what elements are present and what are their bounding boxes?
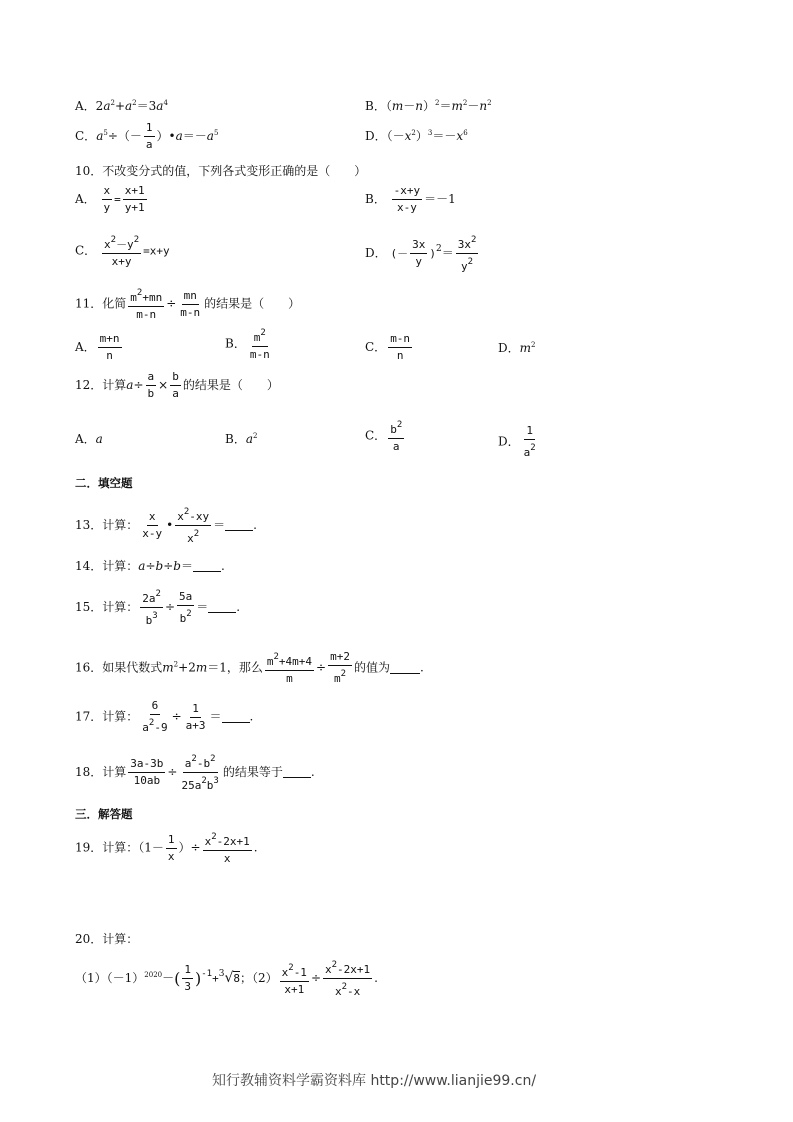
q16-answer-blank[interactable] xyxy=(390,661,420,674)
q14-answer-blank[interactable] xyxy=(193,559,221,572)
q11-stem: 11．化简 $\frac{m^2+mn}{m-n}$ ÷ $\frac{mn}{m-n}$ 的结果是（ ） xyxy=(75,288,301,321)
q15-answer-blank[interactable] xyxy=(208,600,236,613)
q10-option-c: C． $\frac{x^2-y^2}{x+y}$ =x+y xyxy=(75,235,170,268)
q11-option-d: D．$m^2$ xyxy=(498,341,536,355)
q12-stem: 12．计算a÷ $\frac{a}{b}$ × $\frac{b}{a}$ 的结果是（ ） xyxy=(75,370,279,400)
q12-option-d: D． $\frac{1}{a^2}$ xyxy=(498,424,536,459)
q9-option-c: C．$a^5\div(-$ $\frac{1}{a}$ ）$•a=-a^5$ xyxy=(75,121,219,151)
q18-answer-blank[interactable] xyxy=(283,765,311,778)
q11-option-a: A． $\frac{m+n}{n}$ xyxy=(75,332,120,362)
q13-answer-blank[interactable] xyxy=(225,518,253,531)
q20-expressions: $(1)(-1)^{2020}-$( $\frac{1}{3}$ )$^{-1}$+$^3$√8；（2） $\frac{x^2-1}{x+1}$ ÷ $\frac{x^2-2x+1}{x^2-x}$ . xyxy=(75,960,378,998)
q12-option-b: B．$a^2$ xyxy=(225,432,258,446)
q12-option-a: A．a xyxy=(75,432,103,446)
q10-option-b: B． $\frac{-x+y}{x-y}$ ＝－1 xyxy=(365,184,456,214)
q15: 15．计算： $\frac{2a^2}{b^3}$ ÷ $\frac{5a}{b^2}$ ＝ . xyxy=(75,589,241,627)
q11-option-c: C． $\frac{m-n}{n}$ xyxy=(365,332,411,362)
q12-option-c: C． $\frac{b^2}{a}$ xyxy=(365,420,403,453)
section-answer-questions: 三．解答题 xyxy=(75,807,133,821)
q11-option-b: B． $\frac{m^2}{m-n}$ xyxy=(225,328,270,361)
q17: 17．计算： $\frac{6}{a^2-9}$ ÷ $\frac{1}{a+3}$ ＝ . xyxy=(75,699,254,734)
radical-sign: √ xyxy=(224,970,234,986)
q20-stem: 20．计算： xyxy=(75,932,139,946)
q16: 16．如果代数式$m^2+2m=1$，那么 $\frac{m^2+4m+4}{m}$ ÷ $\frac{m+2}{m^2}$ 的值为 . xyxy=(75,650,424,685)
q9-option-d: D．$(-x^2)^3=-x^6$ xyxy=(365,129,468,143)
q18: 18．计算 $\frac{3a-3b}{10ab}$ ÷ $\frac{a^2-b^2}{25a^2b^3}$ 的结果等于 . xyxy=(75,754,315,792)
section-fill-in-blank: 二．填空题 xyxy=(75,476,133,490)
q10-stem: 10．不改变分式的值，下列各式变形正确的是（ ） xyxy=(75,164,367,178)
q19: 19．计算：（1－ $\frac{1}{x}$ ）÷ $\frac{x^2-2x+1}{x}$ . xyxy=(75,832,258,865)
q10-option-d: D． (－ $\frac{3x}{y}$ )$^2$＝ $\frac{3x^2}{y^2}$ xyxy=(365,235,477,273)
q9-option-a: A．$2a^2+a^2=3a^4$ xyxy=(75,99,168,113)
footer-watermark: 知行教辅资料学霸资料库 http://www.lianjie99.cn/ xyxy=(212,1073,537,1089)
q10-option-a: A． $\frac{x}{y}$ = $\frac{x+1}{y+1}$ xyxy=(75,184,145,214)
q9-option-b: B．$(m-n)^2=m^2-n^2$ xyxy=(365,99,492,113)
q13: 13．计算： $\frac{x}{x-y}$ • $\frac{x^2-xy}{x^2}$ ＝ . xyxy=(75,507,257,545)
q14: 14．计算：a÷b÷b＝ . xyxy=(75,559,225,573)
q17-answer-blank[interactable] xyxy=(222,710,250,723)
